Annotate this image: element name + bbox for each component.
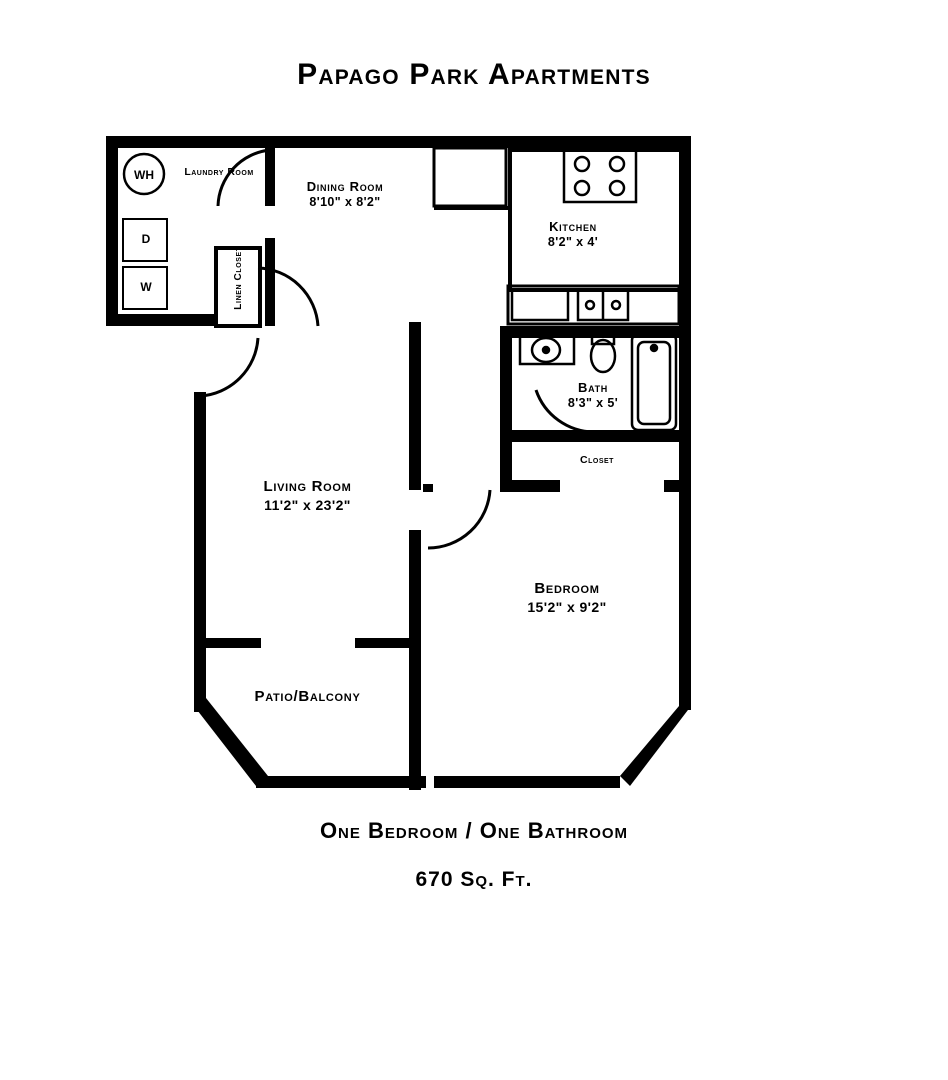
room-name-kitchen: Kitchen (549, 219, 597, 234)
room-label-patio (195, 688, 420, 707)
room-label-dining (240, 179, 450, 211)
room-name-linen-closet: Linen Closet (233, 246, 244, 310)
room-name-dining: Dining Room (306, 179, 384, 194)
room-name-living: Living Room (263, 478, 352, 495)
counter-icon (512, 290, 568, 320)
washer-label: W (140, 280, 152, 294)
room-name-closet: Closet (580, 454, 614, 466)
room-dim-living: 11'2" x 23'2" (264, 496, 351, 513)
footer-unit-type: One Bedroom / One Bathroom (319, 818, 629, 843)
room-label-laundry (160, 166, 278, 179)
room-name-laundry: Laundry Room (184, 166, 254, 178)
room-label-kitchen (478, 219, 668, 251)
kitchen-sink-icon (578, 290, 628, 320)
water-heater-label: WH (134, 168, 154, 182)
page-title: Papago Park Apartments (297, 58, 651, 91)
room-dim-kitchen: 8'2" x 4' (547, 235, 599, 250)
room-name-patio: Patio/Balcony (254, 688, 361, 705)
dryer-label: D (141, 232, 151, 246)
toilet-icon (591, 336, 615, 372)
room-label-bath (512, 380, 674, 412)
room-dim-bath: 8'3" x 5' (567, 396, 619, 411)
room-label-living (195, 478, 420, 514)
footer-square-footage: 670 Sq. Ft. (415, 868, 533, 891)
room-name-bedroom: Bedroom (534, 580, 600, 597)
bathroom-sink-icon (520, 334, 574, 364)
room-label-linen-closet (233, 245, 245, 311)
room-dim-bedroom: 15'2" x 9'2" (527, 598, 607, 615)
room-label-bedroom (442, 580, 692, 616)
stove-icon (564, 148, 636, 202)
room-name-bath: Bath (577, 380, 609, 395)
room-label-closet (512, 454, 682, 467)
room-dim-dining: 8'10" x 8'2" (309, 195, 381, 210)
